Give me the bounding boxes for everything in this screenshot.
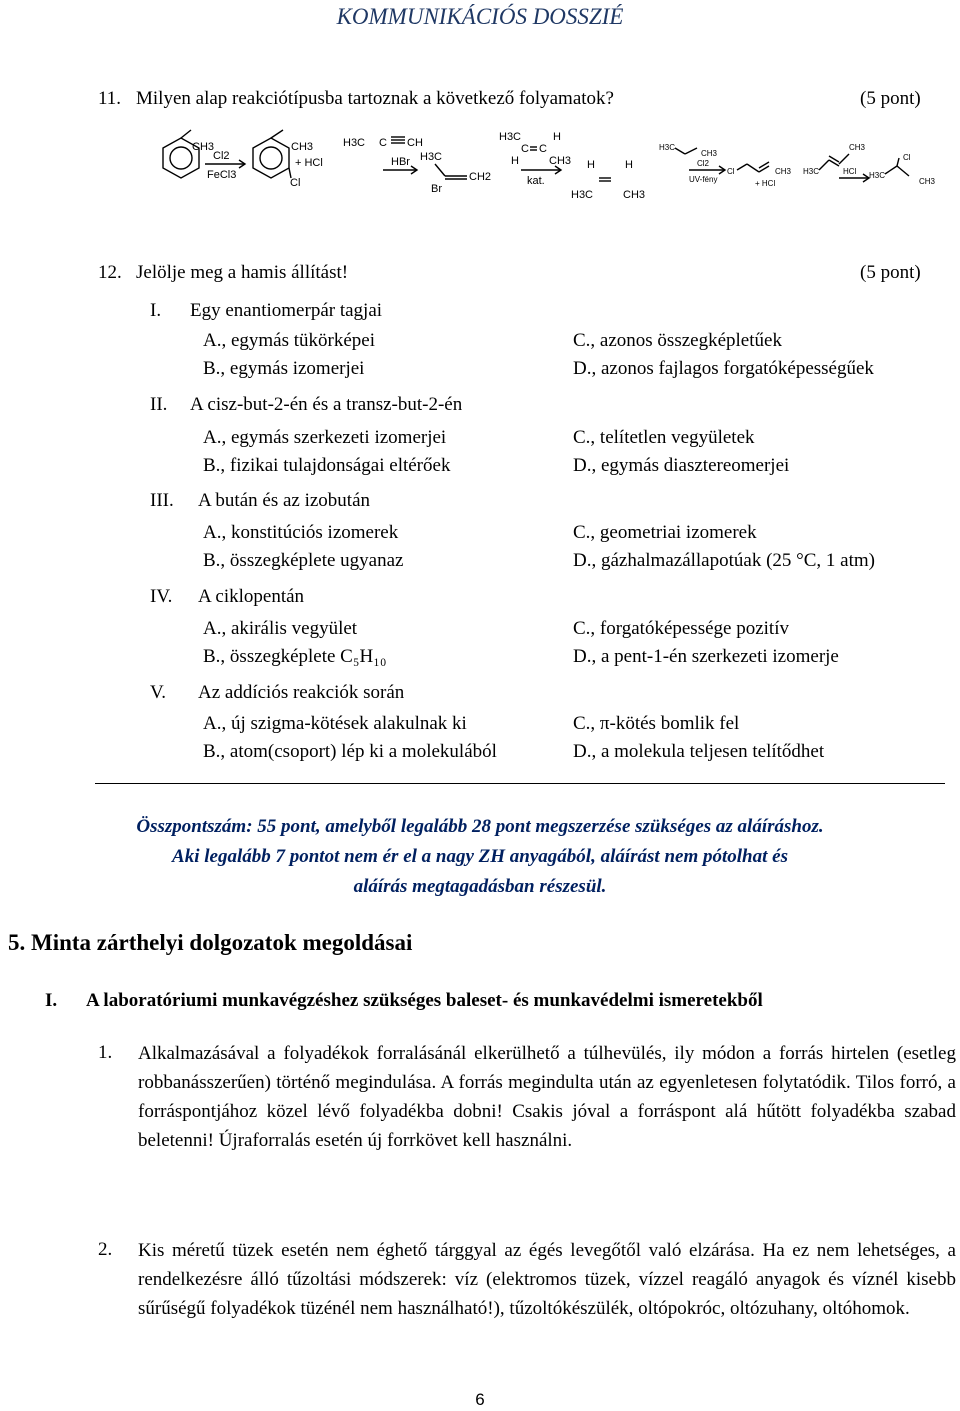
score-note: [60, 812, 900, 902]
label: Cl: [290, 177, 301, 189]
item-number: 2.: [98, 1239, 113, 1260]
label: FeCl3: [207, 169, 237, 181]
option-c: C., geometriai izomerek: [573, 522, 757, 543]
page-number: 6: [475, 1390, 485, 1409]
section-i-title: A laboratóriumi munkavégzéshez szükséges baleset- és munkavédelmi ismeretekből: [86, 990, 763, 1011]
label: CH3: [291, 141, 314, 153]
reaction-4: [659, 143, 792, 188]
label: + HCl: [295, 157, 323, 169]
option-b: B., fizikai tulajdonságai eltérőek: [203, 455, 451, 476]
option-a: A., új szigma-kötések alakulnak ki: [203, 713, 467, 734]
option-b: B., egymás izomerjei: [203, 358, 365, 379]
label: CH3: [849, 143, 866, 152]
label: C: [539, 143, 547, 155]
label: CH3: [919, 177, 935, 186]
group-roman: V.: [150, 682, 167, 703]
q11-number: 11.: [98, 88, 122, 109]
option-b: B., atom(csoport) lép ki a molekulából: [203, 741, 497, 762]
label: HCl: [843, 167, 857, 176]
label: CH2: [469, 171, 492, 183]
label: CH3: [192, 141, 215, 153]
label: Br: [431, 183, 442, 195]
group-roman: I.: [150, 300, 162, 321]
score-note-line-1: Összpontszám: 55 pont, amelyből legalább 28 pont megszerzése szükséges az aláíráshoz.: [136, 816, 824, 837]
score-note-line-2: Aki legalább 7 pontot nem ér el a nagy ZH anyagából, aláírást nem pótolhat és: [172, 846, 788, 867]
section-5-heading: 5. Minta zárthelyi dolgozatok megoldásai: [8, 930, 413, 955]
label: CH3: [701, 149, 718, 158]
option-c: C., azonos összegképletűek: [573, 330, 782, 351]
aromatic-circle-1: [170, 147, 192, 169]
option-c: C., forgatóképessége pozitív: [573, 618, 789, 639]
option-c: C., telítetlen vegyületek: [573, 427, 755, 448]
q12-number: 12.: [98, 262, 122, 283]
label: + HCl: [755, 179, 776, 188]
label: H: [587, 159, 595, 171]
group-roman: II.: [150, 394, 168, 415]
q11-points: (5 pont): [860, 88, 921, 109]
option-a: A., konstitúciós izomerek: [203, 522, 399, 543]
group-stem: Egy enantiomerpár tagjai: [190, 300, 383, 321]
q11-text: Milyen alap reakciótípusba tartoznak a következő folyamatok?: [136, 88, 614, 109]
option-d: D., egymás diasztereomerjei: [573, 455, 790, 476]
label: H3C: [499, 131, 522, 143]
label: CH: [407, 137, 423, 149]
divider-line: [95, 783, 945, 784]
group-roman: IV.: [150, 586, 173, 607]
label: CH3: [775, 167, 792, 176]
option-d: D., a pent-1-én szerkezeti izomerje: [573, 646, 839, 667]
reaction-3: [499, 131, 645, 201]
reaction-5: [803, 143, 935, 186]
label: H: [553, 131, 561, 143]
section-i-number: I.: [45, 990, 58, 1011]
option-d: D., a molekula teljesen telítődhet: [573, 741, 825, 762]
item-text: Alkalmazásával a folyadékok forralásánál elkerülhető a túlhevülés, ily módon a forrás hirtelen (esetleg robbanásszerűen) történő megindulása. A forrás megindulta után az egyenletesen folytatódik. Tilos forró, a forráspontjához közel lévő folyadékba dobni! Csakis jóval a forráspont alá hűtött folyadékba szabad beletenni! Újraforralás esetén új forrkövet kell használni.: [138, 1043, 956, 1151]
group-roman: III.: [150, 490, 174, 511]
option-d: D., gázhalmazállapotúak (25 °C, 1 atm): [573, 550, 875, 571]
label: Cl2: [697, 159, 710, 168]
label: C: [379, 137, 387, 149]
label: kat.: [527, 175, 545, 187]
q12-text: Jelölje meg a hamis állítást!: [136, 262, 349, 283]
option-b: B., összegképlete ugyanaz: [203, 550, 404, 571]
group-stem: A ciklopentán: [198, 586, 305, 607]
label: H: [625, 159, 633, 171]
label: Cl: [903, 153, 911, 162]
option-a: A., egymás tükörképei: [203, 330, 376, 351]
group-stem: A cisz-but-2-én és a transz-but-2-én: [190, 394, 463, 415]
page-header: KOMMUNIKÁCIÓS DOSSZIÉ: [336, 4, 624, 29]
label: H: [511, 155, 519, 167]
reaction-scheme: [135, 126, 935, 204]
label: HBr: [391, 156, 410, 168]
label: C: [521, 143, 529, 155]
item-number: 1.: [98, 1042, 113, 1063]
label: H3C: [869, 171, 886, 180]
label: H3C: [659, 143, 676, 152]
option-c: C., π-kötés bomlik fel: [573, 713, 740, 734]
score-note-line-3: aláírás megtagadásban részesül.: [353, 876, 607, 897]
label: UV-fény: [689, 175, 718, 184]
q12-points: (5 pont): [860, 262, 921, 283]
label: H3C: [420, 151, 443, 163]
reaction-1: [163, 130, 323, 189]
label: H3C: [803, 167, 820, 176]
group-stem: Az addíciós reakciók során: [198, 682, 405, 703]
option-a: A., akirális vegyület: [203, 618, 358, 639]
label: H3C: [343, 137, 366, 149]
reaction-2: [343, 137, 491, 195]
label: CH3: [623, 189, 646, 201]
option-d: D., azonos fajlagos forgatóképességűek: [573, 358, 874, 379]
benzene-ring-2: [253, 138, 289, 178]
option-b: B., összegképlete C₅H₁₀: [203, 646, 387, 667]
label: Cl: [727, 167, 735, 176]
label: CH3: [549, 155, 572, 167]
label: H3C: [571, 189, 594, 201]
group-stem: A bután és az izobután: [198, 490, 371, 511]
label: Cl2: [213, 150, 230, 162]
option-a: A., egymás szerkezeti izomerjei: [203, 427, 447, 448]
item-text: Kis méretű tüzek esetén nem éghető tárggyal az égés levegőtől való elzárása. Ha ez nem lehetséges, a rendelkezésre álló tűzoltási módszerek: víz (elektromos tüzek, vízzel reagáló anyagok és víznél kisebb sűrűségű folyadékok tüzénél nem használható!), tűzoltókészülék, oltópokróc, oltózuhany, oltóhomok.: [138, 1240, 956, 1319]
